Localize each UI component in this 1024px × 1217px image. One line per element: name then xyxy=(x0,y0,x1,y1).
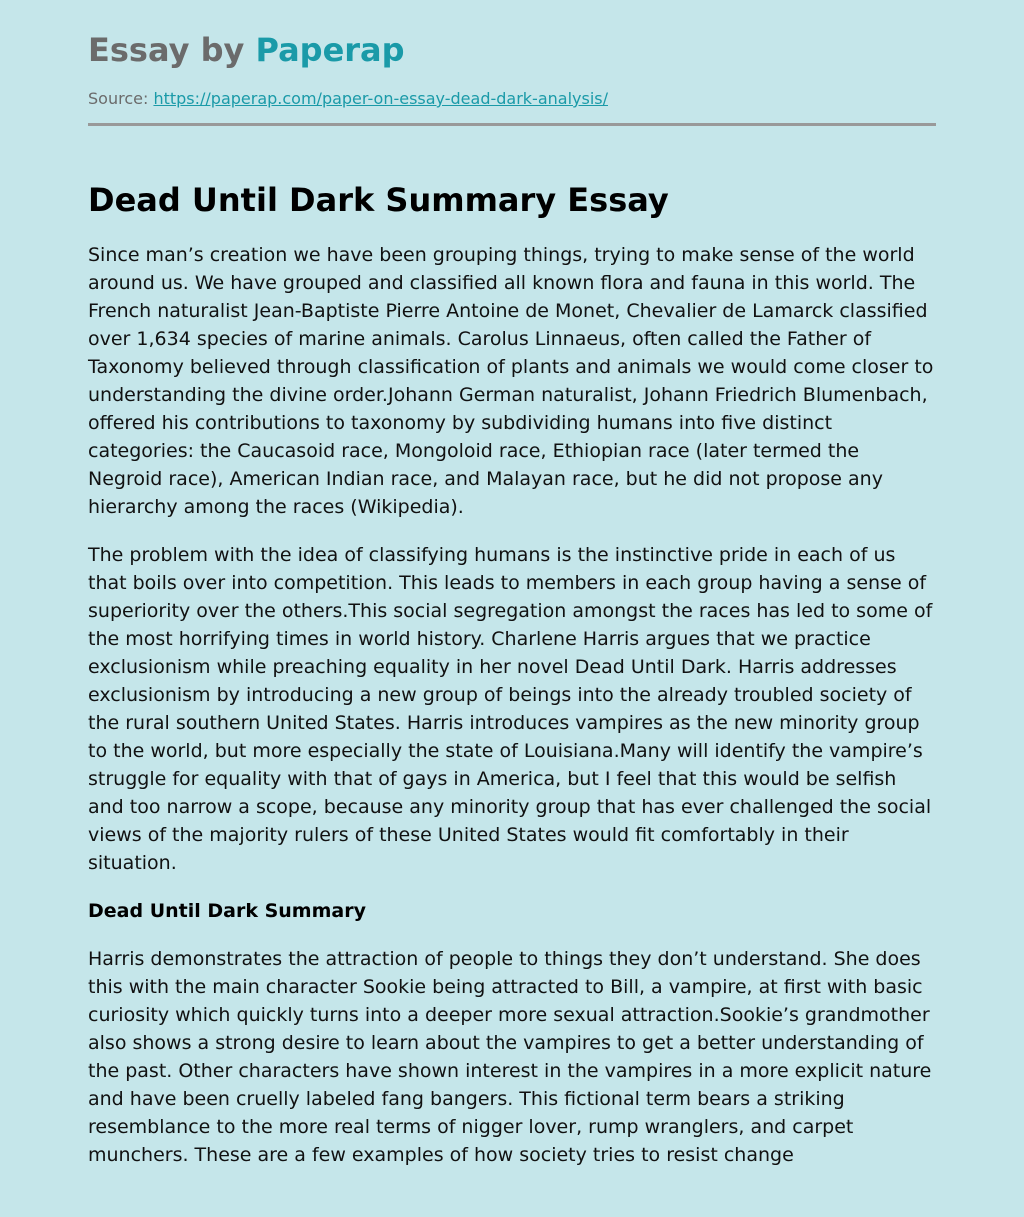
source-label: Source: xyxy=(88,89,149,108)
brand-prefix: Essay by xyxy=(88,31,245,69)
source-line xyxy=(88,88,608,110)
article-title: Dead Until Dark Summary Essay xyxy=(88,181,669,219)
paragraph-3: Harris demonstrates the attraction of people to things they don’t understand. She does this with the main character Sookie being attracted to Bill, a vampire, at first with basic curiosity which quickly turns into a deeper more sexual attraction.Sookie’s grandmother also shows a strong desire to learn about the vampires to get a better understanding of the past. Other characters have shown interest in the vampires in a more explicit nature and have been cruelly labeled fang bangers. This fictional term bears a striking resemblance to the more real terms of nigger lover, rump wranglers, and carpet munchers. These are a few examples of how society tries to resist change xyxy=(88,948,932,1166)
site-brand xyxy=(88,30,405,70)
section-subheading: Dead Until Dark Summary xyxy=(88,900,366,922)
header-divider xyxy=(88,123,936,126)
source-link[interactable]: https://paperap.com/paper-on-essay-dead-dark-analysis/ xyxy=(153,89,608,108)
paragraph-2: The problem with the idea of classifying humans is the instinctive pride in each of us that boils over into competition. This leads to members in each group having a sense of superiority over the others.This social segregation amongst the races has led to some of the most horrifying times in world history. Charlene Harris argues that we practice exclusionism while preaching equality in her novel Dead Until Dark. Harris addresses exclusionism by introducing a new group of beings into the already troubled society of the rural southern United States. Harris introduces vampires as the new minority group to the world, but more especially the state of Louisiana.Many will identify the vampire’s struggle for equality with that of gays in America, but I feel that this would be selfish and too narrow a scope, because any minority group that has ever challenged the social views of the majority rulers of these United States would fit comfortably in their situation. xyxy=(88,544,933,874)
article-body xyxy=(88,241,938,1189)
brand-name: Paperap xyxy=(255,31,405,69)
paragraph-1: Since man’s creation we have been grouping things, trying to make sense of the world around us. We have grouped and classified all known flora and fauna in this world. The French naturalist Jean-Baptiste Pierre Antoine de Monet, Chevalier de Lamarck classified over 1,634 species of marine animals. Carolus Linnaeus, often called the Father of Taxonomy believed through classification of plants and animals we would come closer to understanding the divine order.Johann German naturalist, Johann Friedrich Blumenbach, offered his contributions to taxonomy by subdividing humans into five distinct categories: the Caucasoid race, Mongoloid race, Ethiopian race (later termed the Negroid race), American Indian race, and Malayan race, but he did not propose any hierarchy among the races (Wikipedia). xyxy=(88,244,934,518)
